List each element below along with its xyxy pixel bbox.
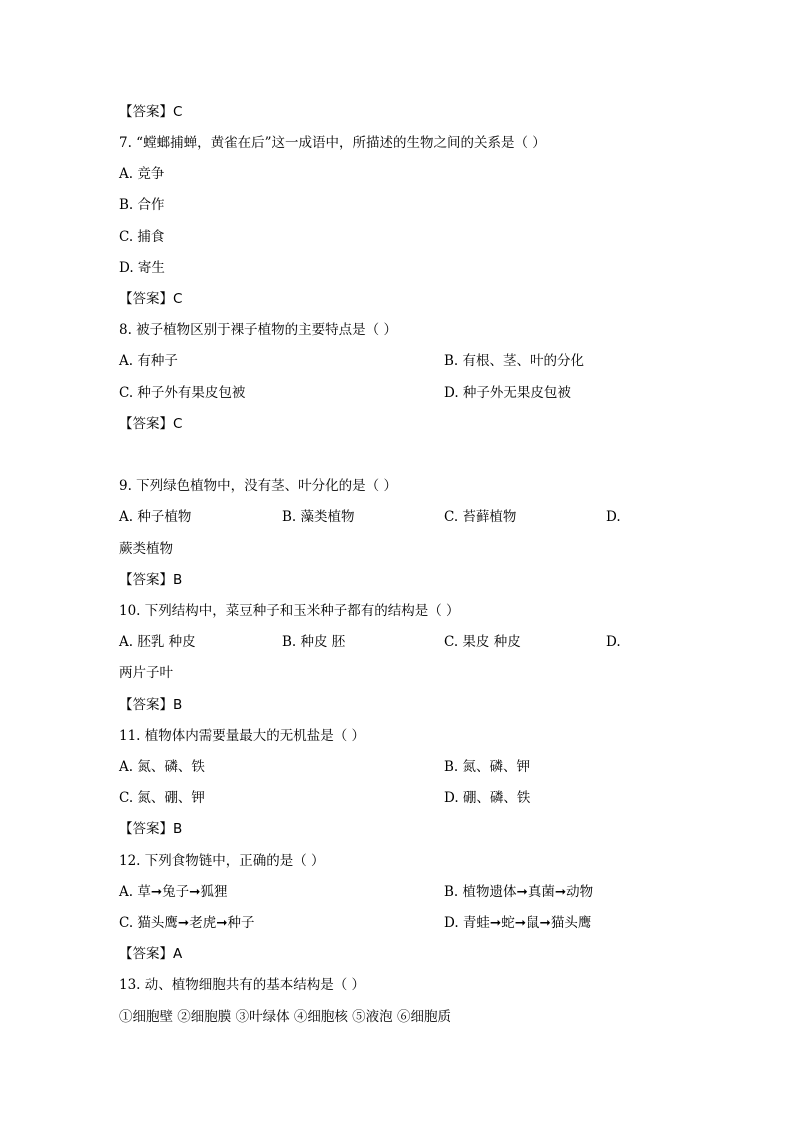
question-8-stem: 8. 被子植物区别于裸子植物的主要特点是（ ） xyxy=(119,322,397,338)
question-12-option-b: B. 植物遗体➞真菌➞动物 xyxy=(444,884,594,900)
question-11-option-c: C. 氮、硼、钾 xyxy=(119,790,205,806)
question-11-option-a: A. 氮、磷、铁 xyxy=(119,759,205,775)
question-12-option-c: C. 猫头鹰➞老虎➞种子 xyxy=(119,915,255,931)
question-9-option-d-text: 蕨类植物 xyxy=(119,541,173,557)
answer-q9: 【答案】B xyxy=(119,572,183,588)
question-8-option-d: D. 种子外无果皮包被 xyxy=(444,385,571,401)
question-7-option-a: A. 竞争 xyxy=(119,166,165,182)
question-10-option-c: C. 果皮 种皮 xyxy=(444,634,521,650)
question-7-option-d: D. 寄生 xyxy=(119,260,165,276)
question-10-option-d: D. xyxy=(606,634,621,650)
question-8-option-c: C. 种子外有果皮包被 xyxy=(119,385,246,401)
answer-q8: 【答案】C xyxy=(119,416,183,432)
answer-q6: 【答案】C xyxy=(119,104,183,120)
question-9-option-d: D. xyxy=(606,509,621,525)
question-9-option-b: B. 藻类植物 xyxy=(282,509,355,525)
question-8-option-a: A. 有种子 xyxy=(119,353,178,369)
question-12-stem: 12. 下列食物链中，正确的是（ ） xyxy=(119,853,325,869)
question-9-option-a: A. 种子植物 xyxy=(119,509,192,525)
question-12-option-a: A. 草➞兔子➞狐狸 xyxy=(119,884,228,900)
question-9-option-c: C. 苔藓植物 xyxy=(444,509,517,525)
question-12-option-d: D. 青蛙➞蛇➞鼠➞猫头鹰 xyxy=(444,915,592,931)
question-7-option-c: C. 捕食 xyxy=(119,229,165,245)
question-11-stem: 11. 植物体内需要量最大的无机盐是（ ） xyxy=(119,728,366,744)
question-10-option-b: B. 种皮 胚 xyxy=(282,634,346,650)
question-7-option-b: B. 合作 xyxy=(119,197,165,213)
question-11-option-b: B. 氮、磷、钾 xyxy=(444,759,531,775)
question-7-stem: 7. “螳螂捕蝉，黄雀在后”这一成语中，所描述的生物之间的关系是（ ） xyxy=(119,135,546,151)
question-13-stem: 13. 动、植物细胞共有的基本结构是（ ） xyxy=(119,977,366,993)
question-10-option-d-text: 两片子叶 xyxy=(119,665,173,681)
question-10-stem: 10. 下列结构中，菜豆种子和玉米种子都有的结构是（ ） xyxy=(119,603,460,619)
answer-q7: 【答案】C xyxy=(119,291,183,307)
question-8-option-b: B. 有根、茎、叶的分化 xyxy=(444,353,585,369)
answer-q11: 【答案】B xyxy=(119,821,183,837)
question-11-option-d: D. 硼、磷、铁 xyxy=(444,790,531,806)
question-13-items: ①细胞壁 ②细胞膜 ③叶绿体 ④细胞核 ⑤液泡 ⑥细胞质 xyxy=(119,1009,451,1025)
answer-q10: 【答案】B xyxy=(119,697,183,713)
question-9-stem: 9. 下列绿色植物中，没有茎、叶分化的是（ ） xyxy=(119,478,397,494)
answer-q12: 【答案】A xyxy=(119,946,183,962)
question-10-option-a: A. 胚乳 种皮 xyxy=(119,634,196,650)
